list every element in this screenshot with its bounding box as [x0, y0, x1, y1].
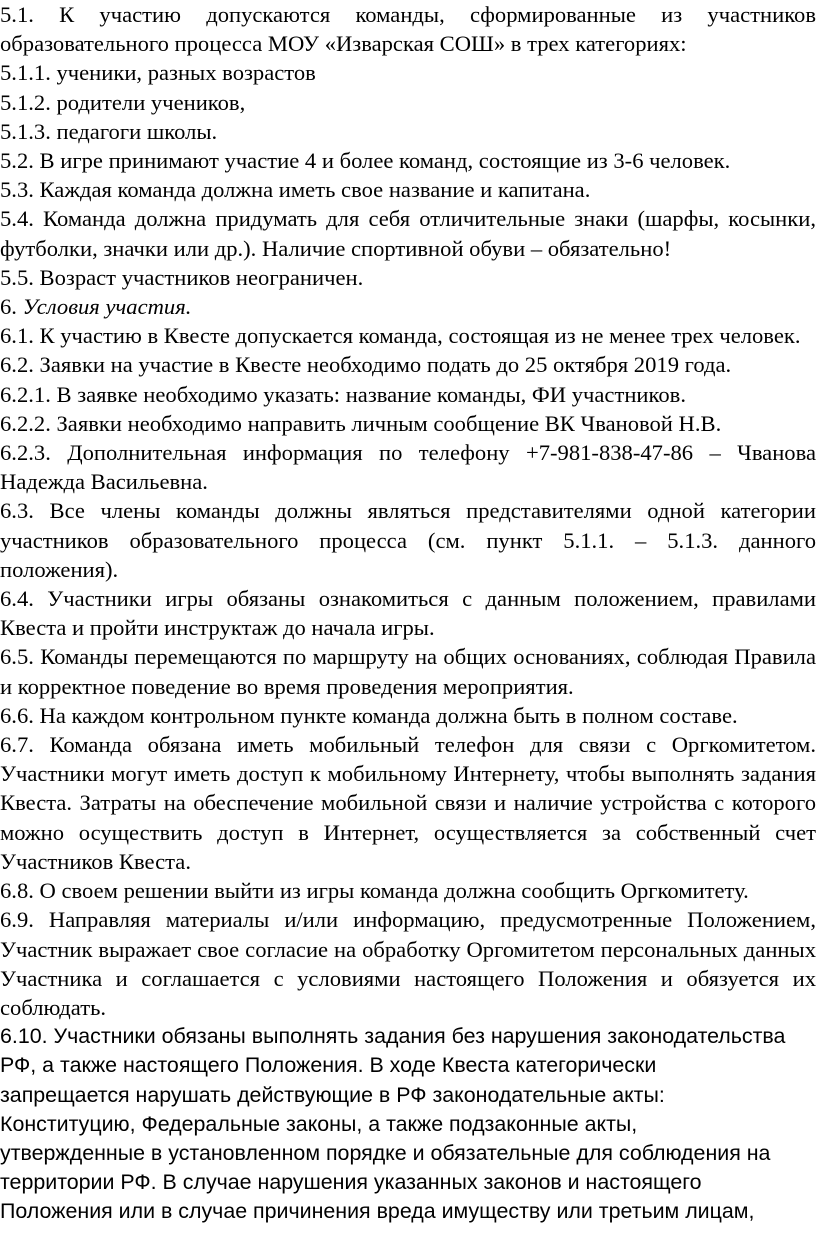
item-6-9: 6.9. Направляя материалы и/или информацию, предусмотренные Положением, Участник выражает свое согласие на обработку Оргомитетом персональных данных Участника и соглашается с условиями настоящего Положения и обязуется их соблюдать.	[0, 907, 816, 1020]
item-6-10-line: Конституцию, Федеральные законы, а также подзаконные акты,	[0, 1111, 638, 1136]
item-6-2-2: 6.2.2. Заявки необходимо направить личным сообщение ВК Чвановой Н.В.	[0, 410, 722, 436]
item-6-2-1: 6.2.1. В заявке необходимо указать: название команды, ФИ участников.	[0, 381, 686, 407]
item-6-10-line: территории РФ. В случае нарушения указанных законов и настоящего	[0, 1170, 702, 1195]
item-5-1-3: 5.1.3. педагоги школы.	[0, 118, 218, 144]
item-5-1-1: 5.1.1. ученики, разных возрастов	[0, 60, 316, 86]
section-6-number: 6.	[0, 294, 17, 320]
item-6-2: 6.2. Заявки на участие в Квесте необходимо подать до 25 октября 2019 года.	[0, 352, 732, 378]
item-5-3: 5.3. Каждая команда должна иметь свое название и капитана.	[0, 177, 591, 203]
section-6-title: Условия участия.	[22, 294, 192, 320]
item-6-2-3: 6.2.3. Дополнительная информация по телефону +7-981-838-47-86 – Чванова Надежда Васильевна.	[0, 440, 816, 495]
item-5-1: 5.1. К участию допускаются команды, сформированные из участников образовательного процесса МОУ «Изварская СОШ» в трех категориях:	[0, 2, 816, 57]
item-6-7: 6.7. Команда обязана иметь мобильный телефон для связи с Оргкомитетом. Участники могут иметь доступ к мобильному Интернету, чтобы выполнять задания Квеста. Затраты на обеспечение мобильной связи и наличие устройства с которого можно осуществить доступ в Интернет, осуществляется за собственный счет Участников Квеста.	[0, 732, 816, 874]
item-6-3: 6.3. Все члены команды должны являться представителями одной категории участников образовательного процесса (см. пункт 5.1.1. – 5.1.3. данного положения).	[0, 498, 816, 582]
item-6-6: 6.6. На каждом контрольном пункте команда должна быть в полном составе.	[0, 702, 738, 728]
item-6-5: 6.5. Команды перемещаются по маршруту на общих основаниях, соблюдая Правила и корректное поведение во время проведения мероприятия.	[0, 644, 816, 699]
item-6-10-line: Положения или в случае причинения вреда имуществу или третьим лицам,	[0, 1199, 755, 1224]
item-5-2: 5.2. В игре принимают участие 4 и более команд, состоящие из 3-6 человек.	[0, 148, 731, 174]
item-5-5: 5.5. Возраст участников неограничен.	[0, 264, 364, 290]
section-6-heading	[0, 292, 816, 321]
item-6-10	[0, 1022, 816, 1226]
item-6-10-line: 6.10. Участники обязаны выполнять задания без нарушения законодательства	[0, 1024, 786, 1049]
item-6-1: 6.1. К участию в Квесте допускается команда, состоящая из не менее трех человек.	[0, 323, 801, 349]
item-6-10-line: запрещается нарушать действующие в РФ законодательные акты:	[0, 1082, 665, 1107]
item-5-4: 5.4. Команда должна придумать для себя отличительные знаки (шарфы, косынки, футболки, значки или др.). Наличие спортивной обуви – обязательно!	[0, 206, 816, 261]
item-6-8: 6.8. О своем решении выйти из игры команда должна сообщить Оргкомитету.	[0, 878, 749, 904]
item-6-4: 6.4. Участники игры обязаны ознакомиться с данным положением, правилами Квеста и пройти инструктаж до начала игры.	[0, 586, 816, 641]
item-5-1-2: 5.1.2. родители учеников,	[0, 89, 246, 115]
item-6-10-line: РФ, а также настоящего Положения. В ходе Квеста категорически	[0, 1053, 657, 1078]
item-6-10-line: утвержденные в установленном порядке и обязательные для соблюдения на	[0, 1140, 771, 1165]
